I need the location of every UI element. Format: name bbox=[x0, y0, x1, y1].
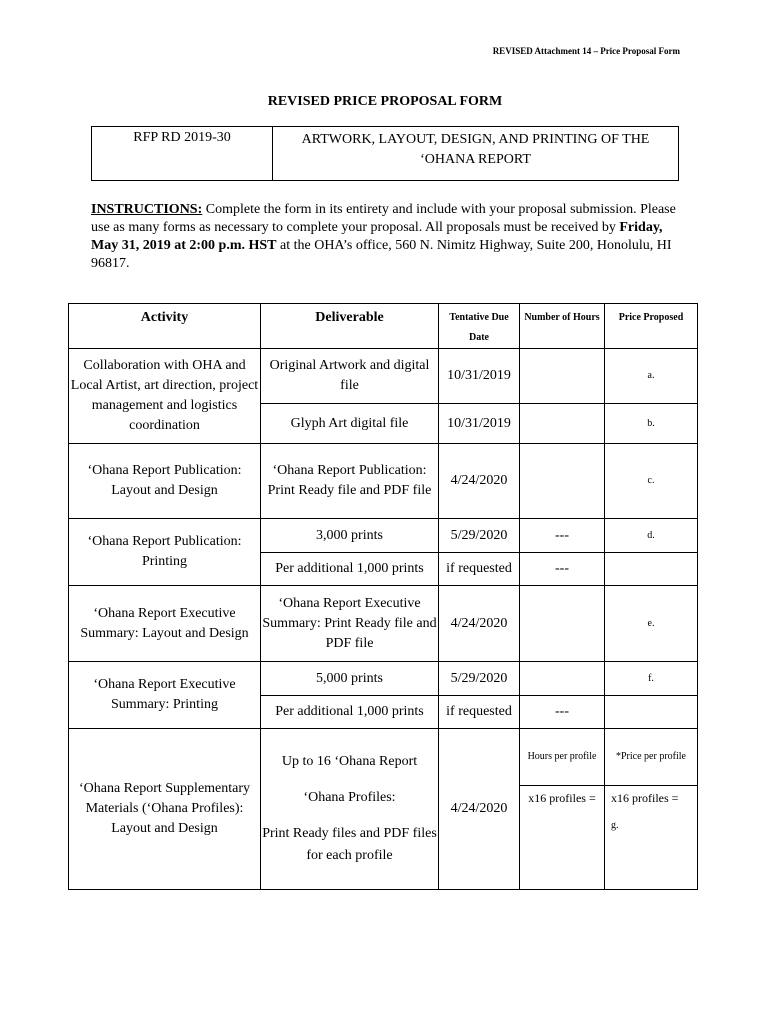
price-total-cell[interactable] bbox=[605, 786, 698, 890]
hours-cell[interactable] bbox=[520, 404, 605, 444]
due-date-cell: 4/24/2020 bbox=[439, 729, 520, 890]
price-cell[interactable] bbox=[605, 553, 698, 586]
rfp-box bbox=[91, 126, 679, 181]
instructions bbox=[91, 201, 691, 273]
deliverable-cell: Per additional 1,000 prints bbox=[261, 553, 439, 586]
table-row bbox=[69, 444, 698, 519]
hours-cell: --- bbox=[520, 553, 605, 586]
activity-cell: ‘Ohana Report Supplementary Materials (‘Ohana Profiles): Layout and Design bbox=[69, 729, 261, 890]
deliverable-line: Print Ready files and PDF files for each profile bbox=[262, 826, 437, 863]
due-date-cell: if requested bbox=[439, 696, 520, 729]
deliverable-cell: Glyph Art digital file bbox=[261, 404, 439, 444]
due-date-cell: 4/24/2020 bbox=[439, 586, 520, 662]
due-date-cell: 10/31/2019 bbox=[439, 349, 520, 404]
deliverable-line: ‘Ohana Profiles: bbox=[303, 790, 396, 805]
table-row bbox=[69, 729, 698, 786]
deliverable-cell: 5,000 prints bbox=[261, 662, 439, 696]
table-row bbox=[69, 586, 698, 662]
table-row bbox=[69, 519, 698, 553]
due-date-cell: 5/29/2020 bbox=[439, 519, 520, 553]
price-cell[interactable]: c. bbox=[605, 444, 698, 519]
price-cell[interactable]: e. bbox=[605, 586, 698, 662]
instructions-label: INSTRUCTIONS: bbox=[91, 202, 203, 217]
price-cell[interactable] bbox=[605, 696, 698, 729]
col-hours: Number of Hours bbox=[520, 304, 605, 349]
hours-cell[interactable] bbox=[520, 586, 605, 662]
form-title: REVISED PRICE PROPOSAL FORM bbox=[267, 94, 503, 109]
due-date-cell: if requested bbox=[439, 553, 520, 586]
price-cell[interactable]: b. bbox=[605, 404, 698, 444]
deliverable-cell: Original Artwork and digital file bbox=[261, 349, 439, 404]
activity-cell: ‘Ohana Report Publication: Printing bbox=[69, 519, 261, 586]
price-per-profile-cell[interactable]: *Price per profile bbox=[605, 729, 698, 786]
activity-cell: ‘Ohana Report Executive Summary: Printing bbox=[69, 662, 261, 729]
activity-cell: Collaboration with OHA and Local Artist, art direction, project management and logistics coordination bbox=[69, 349, 261, 444]
price-cell[interactable]: d. bbox=[605, 519, 698, 553]
deadline: Friday, May 31, 2019 at 2:00 p.m. HST bbox=[91, 220, 663, 253]
deliverable-cell: ‘Ohana Report Publication: Print Ready file and PDF file bbox=[261, 444, 439, 519]
attachment-header: REVISED Attachment 14 – Price Proposal Form bbox=[492, 46, 680, 56]
col-due-date: Tentative Due Date bbox=[439, 304, 520, 349]
due-date-cell: 4/24/2020 bbox=[439, 444, 520, 519]
rfp-number: RFP RD 2019-30 bbox=[92, 127, 273, 180]
due-date-cell: 10/31/2019 bbox=[439, 404, 520, 444]
price-table bbox=[68, 303, 698, 890]
price-multiplier: x16 profiles = bbox=[611, 791, 679, 805]
hours-cell[interactable] bbox=[520, 349, 605, 404]
col-activity: Activity bbox=[69, 304, 261, 349]
col-deliverable: Deliverable bbox=[261, 304, 439, 349]
price-cell[interactable]: a. bbox=[605, 349, 698, 404]
table-row bbox=[69, 662, 698, 696]
table-row bbox=[69, 349, 698, 404]
col-price: Price Proposed bbox=[605, 304, 698, 349]
deliverable-cell: Per additional 1,000 prints bbox=[261, 696, 439, 729]
hours-cell: --- bbox=[520, 519, 605, 553]
hours-total-cell[interactable]: x16 profiles = bbox=[520, 786, 605, 890]
header-row bbox=[69, 304, 698, 349]
hours-cell[interactable] bbox=[520, 444, 605, 519]
price-cell[interactable]: f. bbox=[605, 662, 698, 696]
deliverable-cell: ‘Ohana Report Executive Summary: Print Ready file and PDF file bbox=[261, 586, 439, 662]
instructions-text: Complete the form in its entirety and include with your proposal submission. Please use as many forms as necessary to complete your proposal. All proposals must be received by bbox=[91, 202, 676, 235]
deliverable-line: Up to 16 ‘Ohana Report bbox=[281, 754, 418, 769]
price-label: g. bbox=[611, 820, 619, 831]
activity-cell: ‘Ohana Report Publication: Layout and Design bbox=[69, 444, 261, 519]
hours-per-profile-cell[interactable]: Hours per profile bbox=[520, 729, 605, 786]
deliverable-cell: 3,000 prints bbox=[261, 519, 439, 553]
activity-cell: ‘Ohana Report Executive Summary: Layout and Design bbox=[69, 586, 261, 662]
hours-cell: --- bbox=[520, 696, 605, 729]
deliverable-cell bbox=[261, 729, 439, 890]
rfp-subject: ARTWORK, LAYOUT, DESIGN, AND PRINTING OF THE ‘OHANA REPORT bbox=[301, 132, 650, 167]
due-date-cell: 5/29/2020 bbox=[439, 662, 520, 696]
instructions-address: at the OHA’s office, 560 N. Nimitz Highway, Suite 200, Honolulu, HI 96817. bbox=[91, 238, 672, 271]
hours-cell[interactable] bbox=[520, 662, 605, 696]
